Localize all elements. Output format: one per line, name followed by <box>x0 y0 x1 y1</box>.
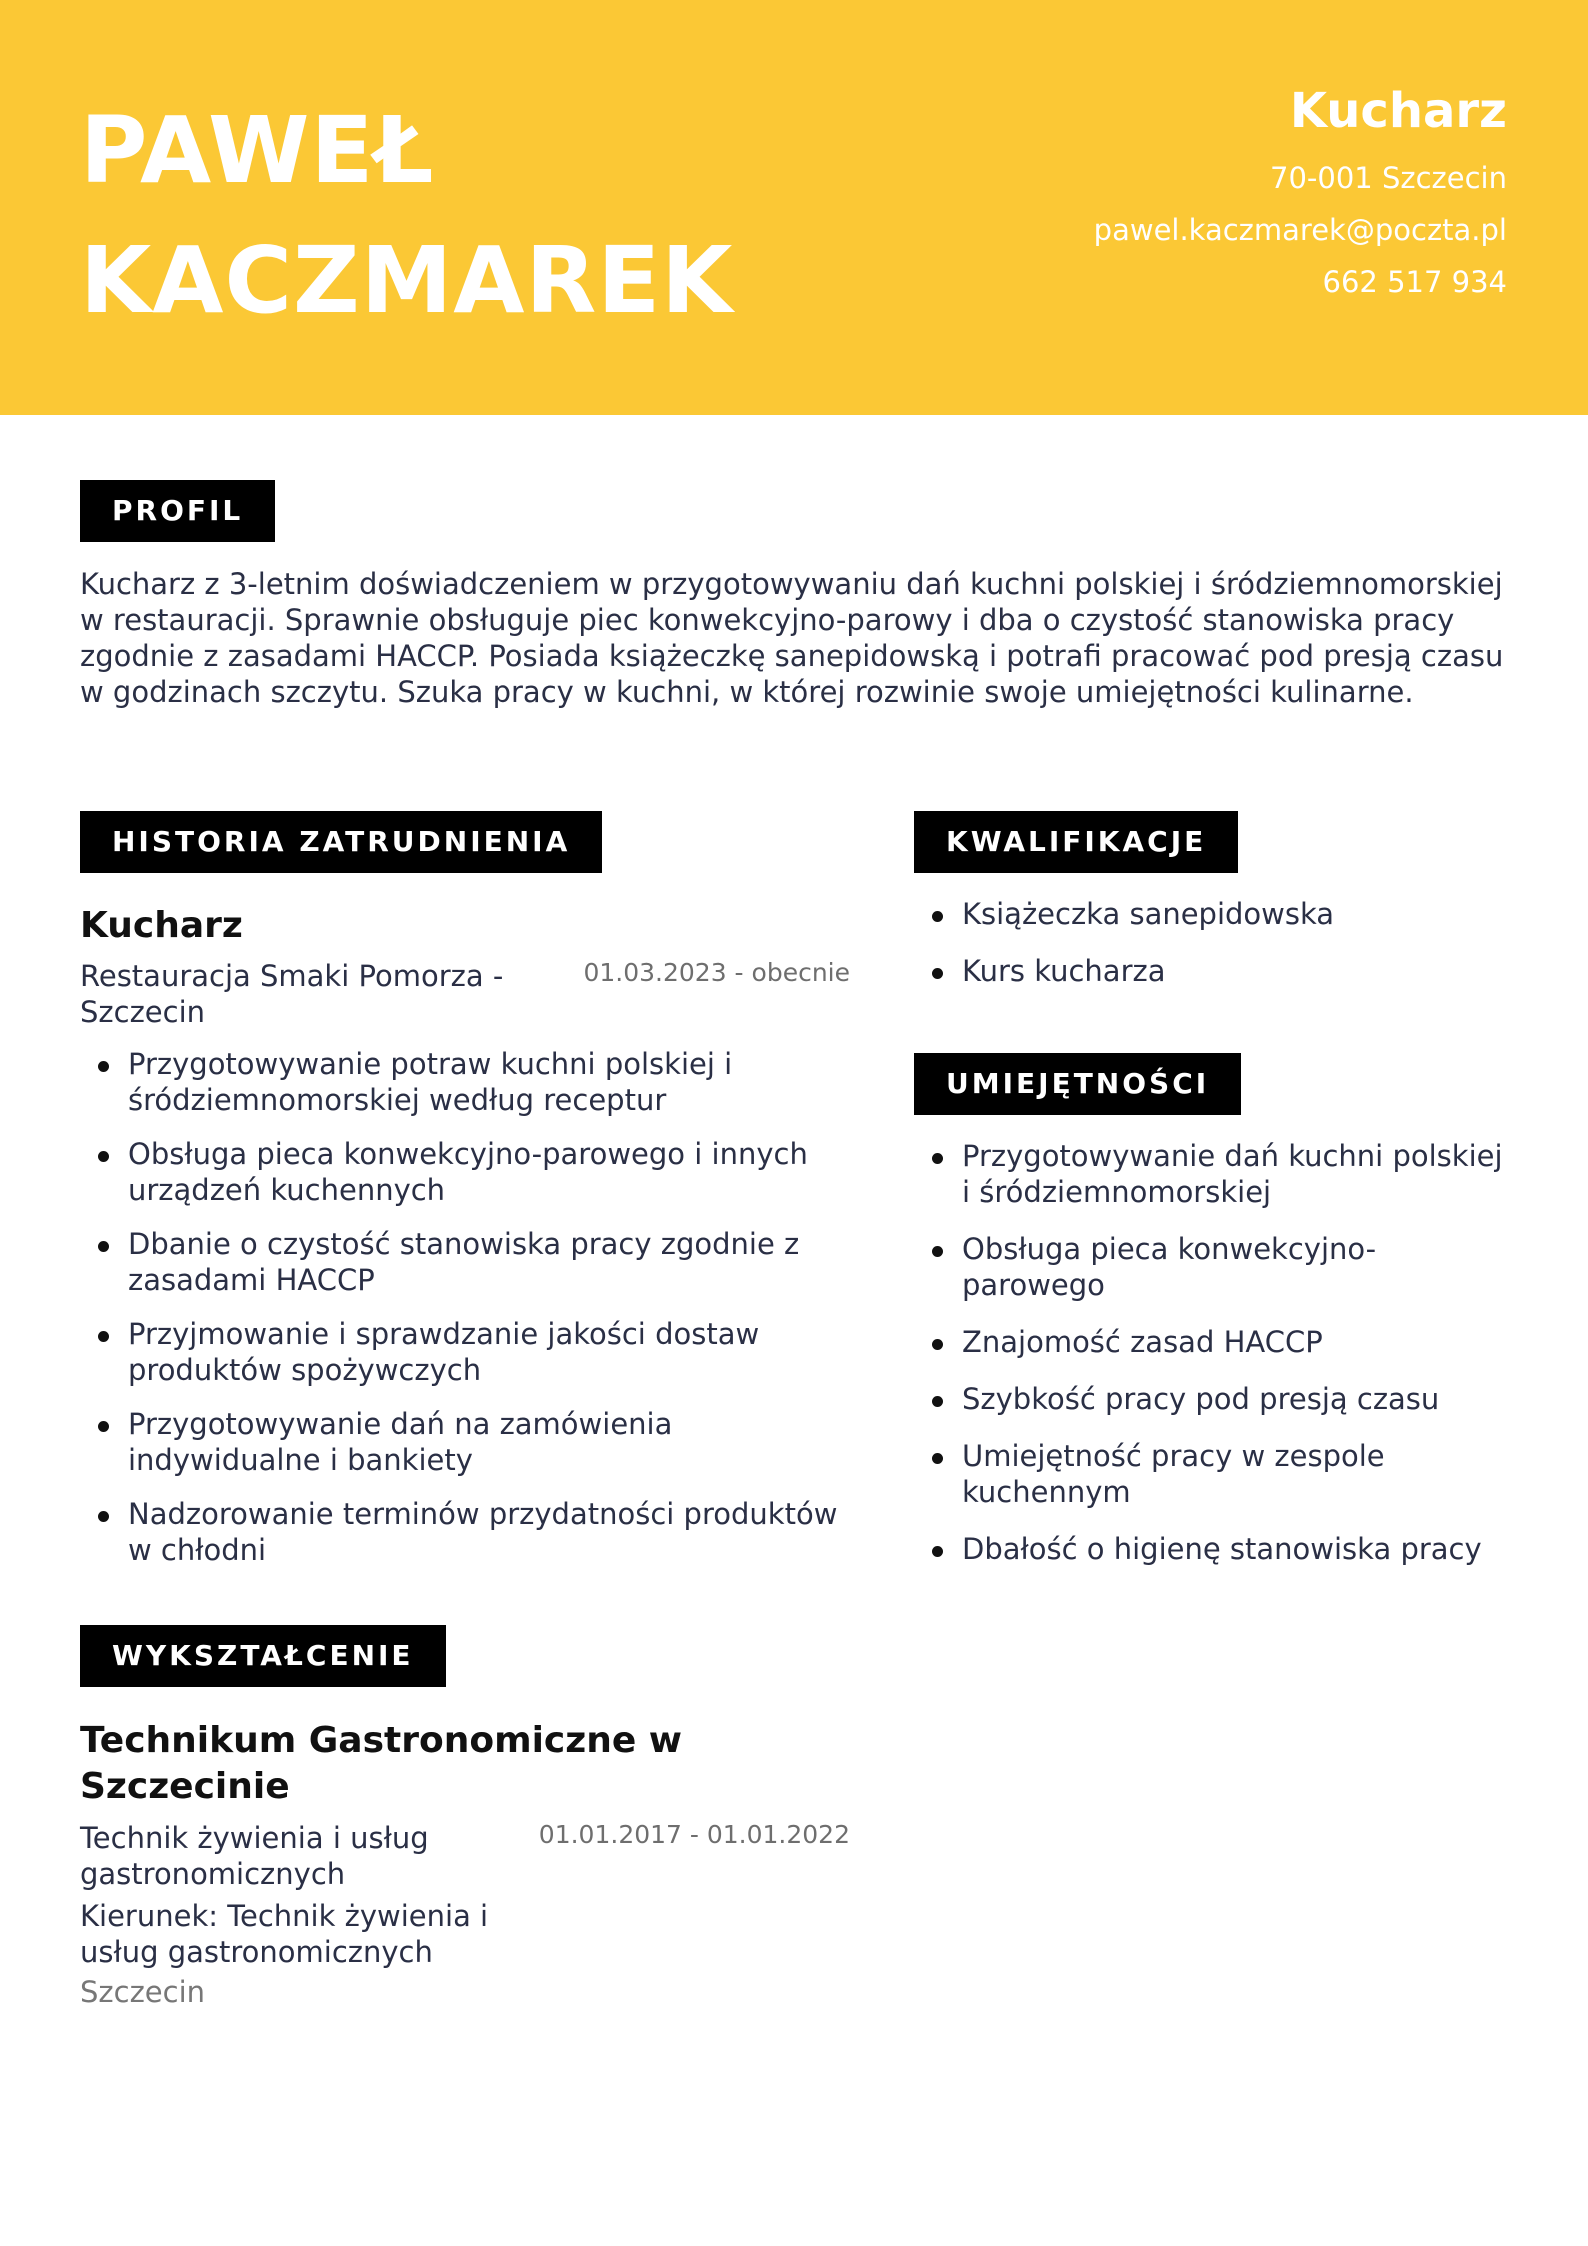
list-item: Książeczka sanepidowska <box>914 896 1514 932</box>
education-city: Szczecin <box>80 1975 206 2009</box>
school-name: Technikum Gastronomiczne w Szczecinie <box>80 1720 683 1807</box>
profile-text: Kucharz z 3-letnim doświadczeniem w przygotowywaniu dań kuchni polskiej i śródziemnomorskiej w restauracji. Sprawnie obsługuje piec konwekcyjno-parowy i dba o czystość stanowiska pracy zgodnie z zasadami HACCP. Posiada książeczkę sanepidowską i potrafi pracować pod presją czasu w godzinach szczytu. Szuka pracy w kuchni, w której rozwinie swoje umiejętności kulinarne. <box>80 567 1504 709</box>
list-item: Nadzorowanie terminów przydatności produktów w chłodni <box>80 1496 860 1568</box>
candidate-name <box>80 86 980 346</box>
list-item: Znajomość zasad HACCP <box>914 1324 1514 1360</box>
education-heading: WYKSZTAŁCENIE <box>80 1625 446 1687</box>
qualifications-heading: KWALIFIKACJE <box>914 811 1238 873</box>
list-item: Kurs kucharza <box>914 953 1514 989</box>
job-dates: 01.03.2023 - obecnie <box>583 958 850 987</box>
list-item: Przygotowywanie dań kuchni polskiej i śródziemnomorskiej <box>914 1138 1514 1210</box>
education-dates: 01.01.2017 - 01.01.2022 <box>538 1820 850 1849</box>
email[interactable]: pawel.kaczmarek@poczta.pl <box>1093 213 1507 247</box>
list-item: Obsługa pieca konwekcyjno-parowego <box>914 1231 1514 1303</box>
job-duties-list <box>80 1046 860 1586</box>
list-item: Obsługa pieca konwekcyjno-parowego i innych urządzeń kuchennych <box>80 1136 860 1208</box>
employment-heading: HISTORIA ZATRUDNIENIA <box>80 811 602 873</box>
list-item: Dbanie o czystość stanowiska pracy zgodnie z zasadami HACCP <box>80 1226 860 1298</box>
profile-heading: PROFIL <box>80 480 275 542</box>
list-item: Umiejętność pracy w zespole kuchennym <box>914 1438 1514 1510</box>
last-name: KACZMAREK <box>80 227 734 334</box>
header-banner <box>0 0 1588 415</box>
list-item: Szybkość pracy pod presją czasu <box>914 1381 1514 1417</box>
contact-block <box>1094 78 1507 308</box>
list-item: Dbałość o higienę stanowiska pracy <box>914 1531 1514 1567</box>
list-item: Przyjmowanie i sprawdzanie jakości dostaw produktów spożywczych <box>80 1316 860 1388</box>
phone[interactable]: 662 517 934 <box>1322 265 1507 299</box>
job-role: Kucharz <box>1289 83 1507 139</box>
qualifications-list <box>914 896 1514 1010</box>
skills-heading: UMIEJĘTNOŚCI <box>914 1053 1241 1115</box>
first-name: PAWEŁ <box>80 97 435 204</box>
skills-list <box>914 1138 1514 1588</box>
job-title: Kucharz <box>80 905 243 946</box>
degree: Technik żywienia i usług gastronomicznych <box>80 1821 429 1891</box>
address: 70-001 Szczecin <box>1270 161 1507 195</box>
list-item: Przygotowywanie dań na zamówienia indywidualne i bankiety <box>80 1406 860 1478</box>
job-employer: Restauracja Smaki Pomorza - Szczecin <box>80 959 504 1029</box>
field-of-study: Kierunek: Technik żywienia i usług gastronomicznych <box>80 1899 489 1969</box>
list-item: Przygotowywanie potraw kuchni polskiej i śródziemnomorskiej według receptur <box>80 1046 860 1118</box>
